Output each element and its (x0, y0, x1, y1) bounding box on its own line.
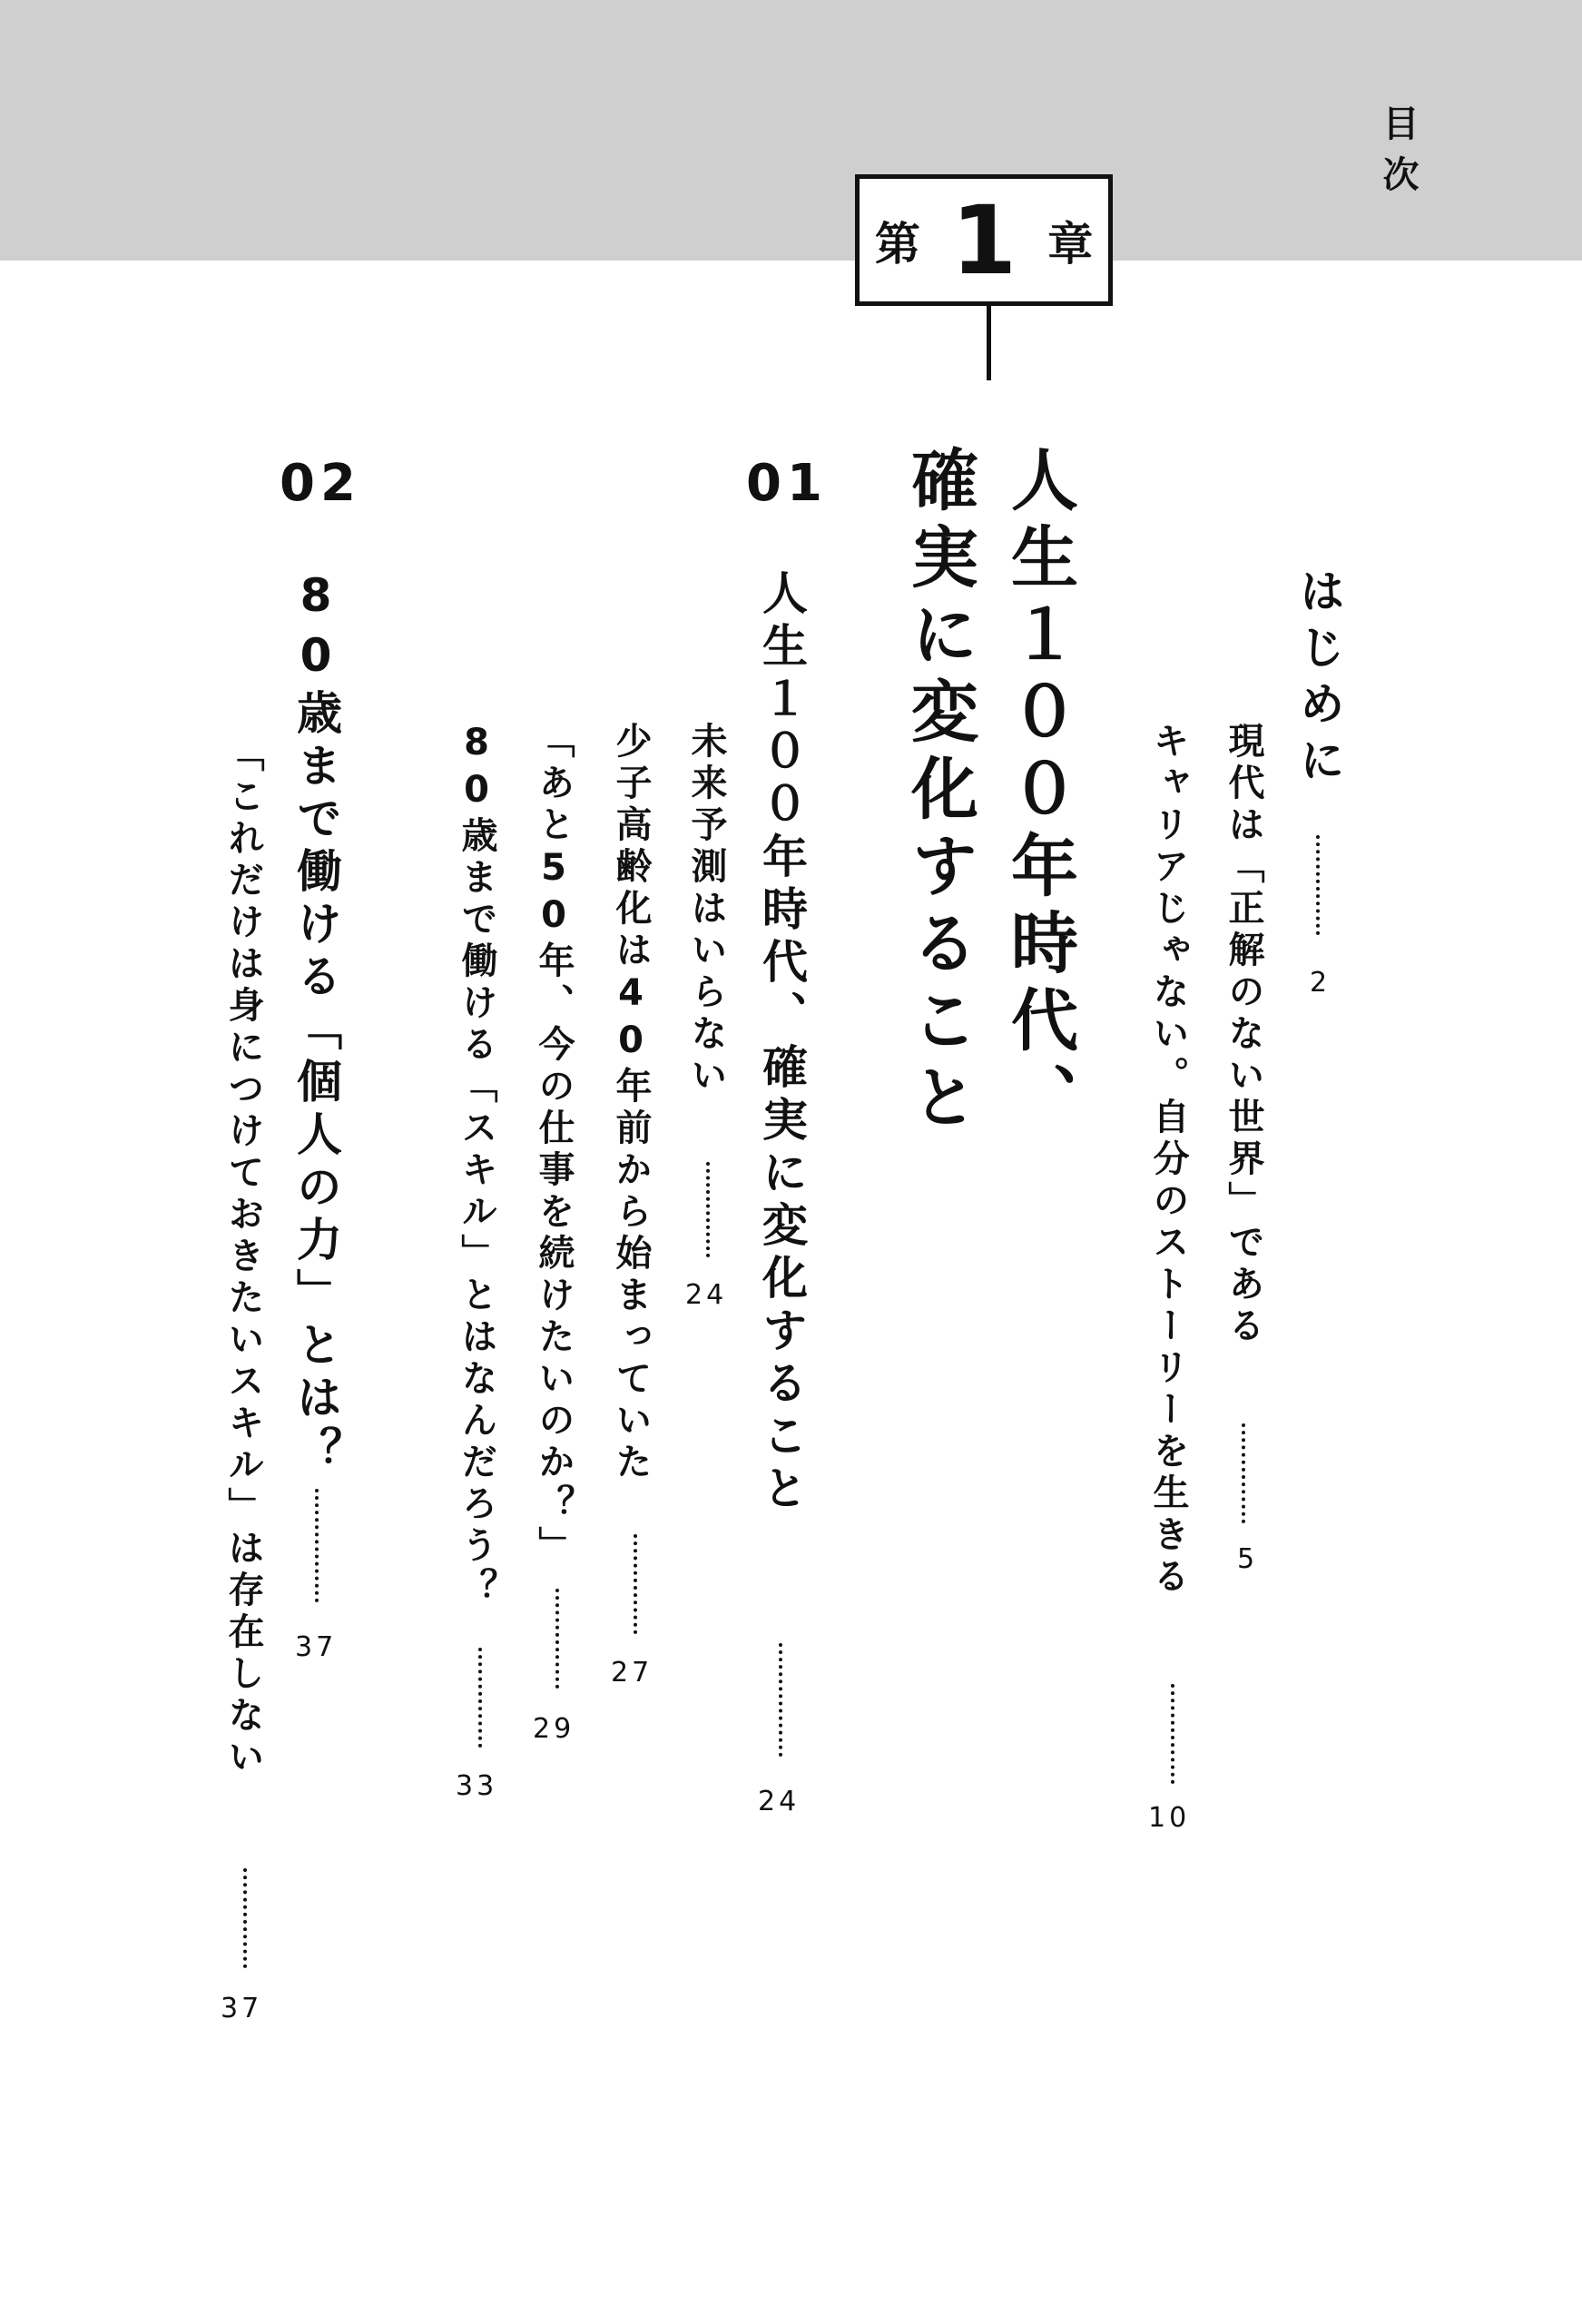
intro-item-2-leader (1171, 1684, 1174, 1784)
intro-item-2: キャリアじゃない。自分のストーリーを生きる (1147, 722, 1189, 1599)
intro-item-1-page: 5 (1237, 1543, 1259, 1575)
section-01-page: 24 (758, 1786, 801, 1817)
intro-item-1: 現代は「正解のない世界」である (1223, 722, 1264, 1348)
section-01-item-2: 少子高齢化は40年前から始まっていた (610, 722, 652, 1484)
chapter-prefix: 第 (874, 217, 920, 271)
section-01-number: 01 (746, 454, 828, 513)
chapter-title-line2: 確実に変化すること (900, 445, 978, 1139)
intro-heading-leader (1316, 835, 1320, 935)
section-02-leader (315, 1489, 319, 1602)
chapter-box (855, 174, 1113, 306)
section-01-item-4: 80歳まで働ける「スキル」とはなんだろう？ (456, 722, 497, 1610)
section-01-item-3-page: 29 (533, 1713, 575, 1745)
intro-item-2-page: 10 (1148, 1802, 1191, 1834)
section-01-leader (779, 1643, 782, 1757)
section-01-item-2-page: 27 (611, 1657, 653, 1689)
section-01-item-2-leader (634, 1534, 637, 1634)
section-01-item-1-page: 24 (685, 1279, 728, 1311)
chapter-title-line1: 人生１００年時代、 (1000, 445, 1078, 1139)
chapter-connector-line (987, 306, 991, 380)
section-02-number: 02 (280, 454, 361, 513)
section-01-item-3: 「あと50年、今の仕事を続けたいのか？」 (533, 722, 575, 1568)
section-02-item-1-leader (243, 1868, 247, 1968)
section-01-title: 人生１００年時代、確実に変化すること (755, 569, 808, 1517)
section-01-item-3-leader (555, 1589, 559, 1689)
intro-heading: はじめに (1292, 567, 1345, 793)
intro-item-1-leader (1242, 1423, 1245, 1523)
section-01-item-4-page: 33 (456, 1770, 498, 1802)
section-02-title: 80歳まで働ける「個人の力」とは？ (290, 569, 342, 1479)
header-band (0, 0, 1582, 261)
section-01-item-1: 未来予測はいらない (685, 722, 727, 1098)
section-02-item-1-page: 37 (221, 1993, 263, 2024)
section-01-item-1-leader (706, 1162, 710, 1257)
section-02-page: 37 (295, 1631, 338, 1663)
intro-heading-page: 2 (1310, 967, 1331, 999)
section-01-item-4-leader (478, 1648, 482, 1748)
section-02-item-1: 「これだけは身につけておきたいスキル」は存在しない (222, 735, 264, 1779)
toc-label: 目次 (1377, 104, 1419, 206)
chapter-suffix: 章 (1047, 217, 1094, 271)
chapter-number: 1 (950, 184, 1017, 296)
